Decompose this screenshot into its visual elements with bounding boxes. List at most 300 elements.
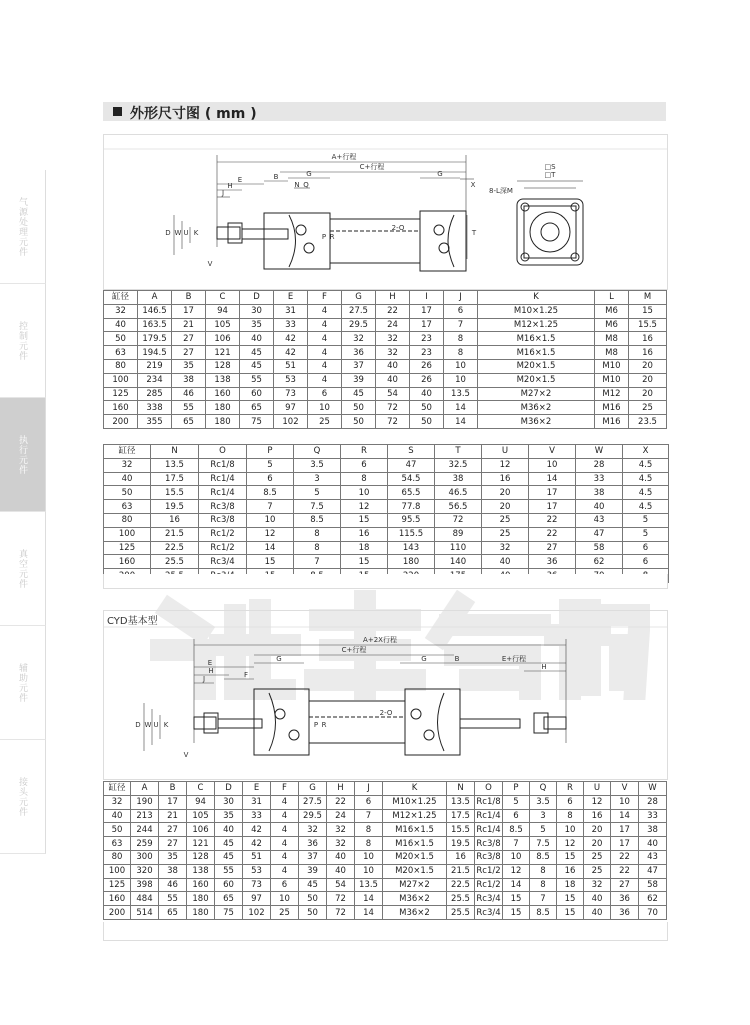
table-cell: 17 bbox=[410, 304, 444, 318]
table-cell: 4 bbox=[308, 373, 342, 387]
table-cell: 5 bbox=[623, 527, 669, 541]
cy-dim-g1: G bbox=[306, 170, 312, 178]
table-cell: 35 bbox=[172, 359, 206, 373]
table-cell: 15 bbox=[247, 555, 294, 569]
table-cell: 138 bbox=[206, 373, 240, 387]
table-cell: 8 bbox=[294, 527, 341, 541]
sidebar-item-air-treatment[interactable] bbox=[0, 170, 46, 284]
table-cell: 19.5 bbox=[151, 500, 199, 514]
table-cell: 17.5 bbox=[447, 809, 475, 823]
table-cell: 4 bbox=[308, 332, 342, 346]
table-cell: 219 bbox=[138, 359, 172, 373]
table-row bbox=[104, 415, 667, 429]
table-cell: M36×2 bbox=[478, 401, 595, 415]
cy-dimension-table-2 bbox=[103, 444, 669, 583]
table-row bbox=[104, 486, 669, 500]
table-cell: 17 bbox=[172, 304, 206, 318]
cy-dimension-drawing bbox=[104, 135, 667, 289]
column-header: G bbox=[342, 291, 376, 305]
table-cell: 10 bbox=[611, 795, 639, 809]
table-cell: 12 bbox=[482, 458, 529, 472]
column-header: O bbox=[475, 782, 503, 796]
sidebar-item-label: 辅助元件 bbox=[17, 662, 27, 703]
cyd-dim-v: V bbox=[183, 751, 189, 759]
table-cell: 160 bbox=[187, 878, 215, 892]
column-header: A bbox=[131, 782, 159, 796]
table-cell: 39 bbox=[299, 864, 327, 878]
table-cell: 72 bbox=[376, 401, 410, 415]
table-cell: 54 bbox=[327, 878, 355, 892]
table-row bbox=[104, 304, 667, 318]
table-row bbox=[104, 878, 667, 892]
table-cell: 285 bbox=[138, 387, 172, 401]
cyd-dim-e1: E bbox=[207, 659, 213, 667]
cy-dim-g2: G bbox=[437, 170, 443, 178]
table-header-row bbox=[104, 291, 667, 305]
column-header: W bbox=[639, 782, 667, 796]
table-cell: 38 bbox=[159, 864, 187, 878]
table-cell: 8 bbox=[355, 823, 383, 837]
table-cell: 180 bbox=[187, 892, 215, 906]
sidebar-item-vacuum[interactable] bbox=[0, 512, 46, 626]
table-cell: 75 bbox=[215, 906, 243, 920]
table-cell: 12 bbox=[557, 837, 584, 851]
table-cell: 42 bbox=[274, 346, 308, 360]
table-cell: 50 bbox=[104, 823, 131, 837]
table-cell: 14 bbox=[503, 878, 530, 892]
table-cell: 47 bbox=[576, 527, 623, 541]
table-cell: 58 bbox=[639, 878, 667, 892]
table-cell: 21 bbox=[172, 318, 206, 332]
table-cell: Rc1/2 bbox=[476, 866, 501, 877]
table-cell: 10 bbox=[529, 458, 576, 472]
table-row bbox=[104, 837, 667, 851]
table-cell: 8.5 bbox=[247, 486, 294, 500]
table-cell: 115.5 bbox=[388, 527, 435, 541]
table-cell: Rc1/8 bbox=[199, 458, 247, 472]
table-cell: 179.5 bbox=[138, 332, 172, 346]
cy-table-spacer bbox=[103, 574, 668, 589]
table-cell: 38 bbox=[172, 373, 206, 387]
table-cell: 33 bbox=[576, 472, 623, 486]
table-cell: 110 bbox=[435, 541, 482, 555]
table-cell: 24 bbox=[376, 318, 410, 332]
table-cell: 15 bbox=[629, 304, 667, 318]
table-cell: 10 bbox=[355, 864, 383, 878]
table-cell: 3.5 bbox=[294, 458, 341, 472]
table-cell: 14 bbox=[444, 401, 478, 415]
cyd-dim-f: F bbox=[243, 671, 249, 679]
table-cell: 338 bbox=[138, 401, 172, 415]
table-cell: 13.5 bbox=[151, 458, 199, 472]
table-cell: 244 bbox=[131, 823, 159, 837]
table-cell: 27 bbox=[611, 878, 639, 892]
table-cell: 17 bbox=[159, 795, 187, 809]
table-cell: 50 bbox=[299, 892, 327, 906]
table-cell: 22 bbox=[327, 795, 355, 809]
table-cell: 53 bbox=[243, 864, 271, 878]
table-cell: 17 bbox=[410, 318, 444, 332]
table-cell: 3 bbox=[294, 472, 341, 486]
table-cell: 160 bbox=[104, 892, 131, 906]
column-header: P bbox=[247, 445, 294, 459]
table-cell: Rc1/2 bbox=[476, 879, 501, 890]
table-cell: 73 bbox=[274, 387, 308, 401]
table-cell: 24 bbox=[327, 809, 355, 823]
table-cell: 106 bbox=[187, 823, 215, 837]
table-cell: 32 bbox=[482, 541, 529, 555]
table-cell: 15 bbox=[341, 513, 388, 527]
table-cell: 40 bbox=[104, 472, 151, 486]
cyd-dim-b: B bbox=[454, 655, 460, 663]
table-cell: 12 bbox=[247, 527, 294, 541]
table-cell: M16 bbox=[595, 401, 629, 415]
cy-dim-q: Q bbox=[303, 181, 309, 189]
sidebar-item-fittings[interactable] bbox=[0, 740, 46, 854]
table-cell: 4 bbox=[308, 318, 342, 332]
column-header: C bbox=[206, 291, 240, 305]
cy-dim-n: N bbox=[294, 181, 300, 189]
table-cell: 15.5 bbox=[447, 823, 475, 837]
table-cell: 14 bbox=[444, 415, 478, 429]
table-cell: 42 bbox=[243, 823, 271, 837]
table-cell: M20×1.5 bbox=[383, 850, 447, 864]
table-cell: 51 bbox=[274, 359, 308, 373]
table-cell: 62 bbox=[576, 555, 623, 569]
table-cell: 13.5 bbox=[444, 387, 478, 401]
table-cell: 4 bbox=[271, 823, 299, 837]
table-header-row bbox=[104, 782, 667, 796]
column-header: R bbox=[341, 445, 388, 459]
table-cell: 26 bbox=[410, 359, 444, 373]
table-row bbox=[104, 906, 667, 920]
table-cell: 10 bbox=[444, 373, 478, 387]
table-cell: 398 bbox=[131, 878, 159, 892]
table-cell: 14 bbox=[355, 892, 383, 906]
table-cell: 200 bbox=[104, 906, 131, 920]
cyd-dim-k: K bbox=[163, 721, 169, 729]
column-header: B bbox=[159, 782, 187, 796]
table-cell: 22 bbox=[611, 864, 639, 878]
table-cell: 30 bbox=[240, 304, 274, 318]
table-cell: 47 bbox=[639, 864, 667, 878]
table-cell: 8.5 bbox=[503, 823, 530, 837]
table-cell: 51 bbox=[243, 850, 271, 864]
table-cell: 20 bbox=[482, 500, 529, 514]
table-cell: 31 bbox=[243, 795, 271, 809]
column-header: H bbox=[327, 782, 355, 796]
table-cell: 5 bbox=[530, 823, 557, 837]
table-cell: 6 bbox=[623, 541, 669, 555]
table-cell: M8 bbox=[595, 332, 629, 346]
table-cell: 7 bbox=[444, 318, 478, 332]
table-cell: 47 bbox=[388, 458, 435, 472]
table-cell: 12 bbox=[503, 864, 530, 878]
column-header: R bbox=[557, 782, 584, 796]
table-cell: 72 bbox=[327, 892, 355, 906]
table-cell: 180 bbox=[206, 401, 240, 415]
table-cell: 21.5 bbox=[447, 864, 475, 878]
table-cell: 40 bbox=[327, 864, 355, 878]
table-cell: 22.5 bbox=[151, 541, 199, 555]
section-header bbox=[103, 102, 666, 121]
table-cell: 22 bbox=[529, 513, 576, 527]
table-cell: 22 bbox=[376, 304, 410, 318]
table-cell: 45 bbox=[215, 837, 243, 851]
table-cell: 27.5 bbox=[299, 795, 327, 809]
table-row bbox=[104, 346, 667, 360]
table-cell: 30 bbox=[215, 795, 243, 809]
table-cell: 32 bbox=[327, 837, 355, 851]
table-cell: 15 bbox=[557, 892, 584, 906]
table-cell: 40 bbox=[240, 332, 274, 346]
table-cell: 55 bbox=[215, 864, 243, 878]
table-cell: 50 bbox=[299, 906, 327, 920]
table-cell: 25 bbox=[308, 415, 342, 429]
column-header: B bbox=[172, 291, 206, 305]
table-cell: Rc1/4 bbox=[476, 810, 501, 821]
table-cell: 4 bbox=[271, 795, 299, 809]
table-cell: 190 bbox=[131, 795, 159, 809]
column-header: U bbox=[584, 782, 611, 796]
table-cell: 484 bbox=[131, 892, 159, 906]
table-cell: Rc1/2 bbox=[199, 541, 247, 555]
column-header: P bbox=[503, 782, 530, 796]
table-cell: 39 bbox=[342, 373, 376, 387]
table-cell: 50 bbox=[104, 332, 138, 346]
table-header-row bbox=[104, 445, 669, 459]
table-cell: M12×1.25 bbox=[478, 318, 595, 332]
table-cell: 10 bbox=[247, 513, 294, 527]
table-cell: 15 bbox=[503, 892, 530, 906]
column-header: K bbox=[383, 782, 447, 796]
cyd-table-spacer bbox=[103, 922, 668, 941]
cy-dim-u: U bbox=[183, 229, 189, 237]
table-cell: 4.5 bbox=[623, 458, 669, 472]
table-cell: 10 bbox=[271, 892, 299, 906]
table-cell: 80 bbox=[104, 359, 138, 373]
table-cell: 8 bbox=[444, 346, 478, 360]
table-cell: 25.5 bbox=[447, 906, 475, 920]
cyd-drawing-panel bbox=[103, 610, 668, 780]
table-cell: 95.5 bbox=[388, 513, 435, 527]
table-cell: 72 bbox=[376, 415, 410, 429]
table-cell: 23 bbox=[410, 346, 444, 360]
table-cell: M20×1.5 bbox=[478, 373, 595, 387]
cyd-dim-e2: E+行程 bbox=[501, 655, 527, 663]
column-header: U bbox=[482, 445, 529, 459]
table-cell: 8.5 bbox=[530, 906, 557, 920]
table-cell: 40 bbox=[482, 555, 529, 569]
table-cell: 40 bbox=[376, 373, 410, 387]
table-cell: 5 bbox=[294, 486, 341, 500]
table-cell: 80 bbox=[104, 850, 131, 864]
column-header: D bbox=[240, 291, 274, 305]
table-cell: 13.5 bbox=[447, 795, 475, 809]
table-cell: 8 bbox=[294, 541, 341, 555]
table-cell: 16 bbox=[629, 346, 667, 360]
table-cell: 40 bbox=[104, 809, 131, 823]
table-cell: Rc1/4 bbox=[199, 472, 247, 486]
cyd-dimension-table bbox=[103, 781, 667, 920]
table-cell: M36×2 bbox=[383, 906, 447, 920]
table-cell: 125 bbox=[104, 541, 151, 555]
table-cell: 7 bbox=[530, 892, 557, 906]
table-cell: 180 bbox=[187, 906, 215, 920]
table-cell: 6 bbox=[503, 809, 530, 823]
table-cell: 100 bbox=[104, 373, 138, 387]
table-cell: 128 bbox=[206, 359, 240, 373]
cy-dim-v: V bbox=[207, 260, 213, 268]
table-cell: 50 bbox=[104, 486, 151, 500]
table-cell: 160 bbox=[104, 401, 138, 415]
table-cell: 8 bbox=[530, 864, 557, 878]
table-cell: 38 bbox=[435, 472, 482, 486]
column-header: I bbox=[410, 291, 444, 305]
column-header: H bbox=[376, 291, 410, 305]
table-cell: 15 bbox=[557, 850, 584, 864]
table-cell: 33 bbox=[274, 318, 308, 332]
table-cell: 46.5 bbox=[435, 486, 482, 500]
table-cell: 213 bbox=[131, 809, 159, 823]
table-cell: 32 bbox=[104, 458, 151, 472]
table-cell: 27 bbox=[172, 346, 206, 360]
table-cell: 33 bbox=[243, 809, 271, 823]
table-cell: 22 bbox=[611, 850, 639, 864]
table-cell: 4 bbox=[271, 864, 299, 878]
table-cell: 37 bbox=[342, 359, 376, 373]
column-header: 缸径 bbox=[104, 291, 138, 305]
table-cell: 28 bbox=[576, 458, 623, 472]
table-cell: 25 bbox=[584, 850, 611, 864]
table-cell: 17 bbox=[611, 837, 639, 851]
table-cell: 10 bbox=[308, 401, 342, 415]
table-cell: 40 bbox=[327, 850, 355, 864]
table-cell: Rc1/8 bbox=[476, 797, 501, 808]
table-cell: 70 bbox=[639, 906, 667, 920]
table-cell: M16×1.5 bbox=[478, 346, 595, 360]
column-header: C bbox=[187, 782, 215, 796]
table-cell: 160 bbox=[206, 387, 240, 401]
table-cell: 22 bbox=[529, 527, 576, 541]
table-cell: 94 bbox=[187, 795, 215, 809]
table-cell: 17 bbox=[611, 823, 639, 837]
cy-dim-a: A+行程 bbox=[331, 153, 357, 161]
table-cell: 65 bbox=[215, 892, 243, 906]
table-cell: 27 bbox=[529, 541, 576, 555]
table-row bbox=[104, 500, 669, 514]
sidebar-item-control[interactable] bbox=[0, 284, 46, 398]
table-cell: 32 bbox=[327, 823, 355, 837]
cyd-port-label: 2-O bbox=[379, 709, 393, 717]
table-cell: 4 bbox=[271, 850, 299, 864]
column-header: N bbox=[447, 782, 475, 796]
table-cell: 6 bbox=[355, 795, 383, 809]
column-header: A bbox=[138, 291, 172, 305]
table-cell: 7 bbox=[294, 555, 341, 569]
table-cell: 3.5 bbox=[530, 795, 557, 809]
cyd-dim-j: J bbox=[202, 675, 206, 683]
table-cell: 16 bbox=[151, 513, 199, 527]
table-cell: 40 bbox=[104, 318, 138, 332]
table-cell: 46 bbox=[159, 878, 187, 892]
table-cell: 105 bbox=[187, 809, 215, 823]
table-cell: 25 bbox=[482, 513, 529, 527]
table-cell: 5 bbox=[503, 795, 530, 809]
table-cell: M16×1.5 bbox=[383, 837, 447, 851]
cy-dim-x: X bbox=[470, 181, 476, 189]
table-cell: 6 bbox=[444, 304, 478, 318]
table-cell: 40 bbox=[376, 359, 410, 373]
table-cell: 20 bbox=[629, 373, 667, 387]
table-row bbox=[104, 864, 667, 878]
table-cell: 5 bbox=[247, 458, 294, 472]
table-row bbox=[104, 795, 667, 809]
cyd-dim-h2: H bbox=[541, 663, 547, 671]
table-cell: 25 bbox=[482, 527, 529, 541]
table-cell: 16 bbox=[447, 850, 475, 864]
table-cell: 43 bbox=[576, 513, 623, 527]
table-cell: 8 bbox=[341, 472, 388, 486]
table-cell: 19.5 bbox=[447, 837, 475, 851]
column-header: O bbox=[199, 445, 247, 459]
table-cell: M27×2 bbox=[478, 387, 595, 401]
table-cell: 15 bbox=[557, 906, 584, 920]
table-cell: 22.5 bbox=[447, 878, 475, 892]
table-cell: 7 bbox=[503, 837, 530, 851]
table-cell: 234 bbox=[138, 373, 172, 387]
table-cell: 15.5 bbox=[151, 486, 199, 500]
table-cell: 14 bbox=[247, 541, 294, 555]
table-cell: Rc1/4 bbox=[476, 824, 501, 835]
table-cell: 4 bbox=[308, 346, 342, 360]
table-cell: 94 bbox=[206, 304, 240, 318]
sidebar-item-label: 真空元件 bbox=[17, 548, 27, 589]
sidebar-item-actuator[interactable] bbox=[0, 398, 46, 512]
table-cell: 27 bbox=[159, 823, 187, 837]
table-cell: 100 bbox=[104, 527, 151, 541]
table-cell: 8 bbox=[355, 837, 383, 851]
table-cell: 32 bbox=[584, 878, 611, 892]
column-header: E bbox=[274, 291, 308, 305]
table-cell: 54 bbox=[376, 387, 410, 401]
table-cell: 7.5 bbox=[530, 837, 557, 851]
table-cell: 16 bbox=[482, 472, 529, 486]
sidebar-item-auxiliary[interactable] bbox=[0, 626, 46, 740]
table-cell: 6 bbox=[271, 878, 299, 892]
table-cell: 10 bbox=[341, 486, 388, 500]
table-row bbox=[104, 373, 667, 387]
column-header: F bbox=[271, 782, 299, 796]
table-cell: 7.5 bbox=[294, 500, 341, 514]
table-cell: 40 bbox=[639, 837, 667, 851]
cyd-dim-h1: H bbox=[208, 667, 214, 675]
table-cell: 20 bbox=[629, 359, 667, 373]
table-cell: M20×1.5 bbox=[478, 359, 595, 373]
table-cell: 42 bbox=[243, 837, 271, 851]
table-cell: M36×2 bbox=[478, 415, 595, 429]
table-row bbox=[104, 359, 667, 373]
table-cell: 143 bbox=[388, 541, 435, 555]
table-cell: 20 bbox=[584, 837, 611, 851]
table-cell: 65 bbox=[240, 401, 274, 415]
table-cell: 4.5 bbox=[623, 486, 669, 500]
table-cell: 29.5 bbox=[342, 318, 376, 332]
table-cell: 20 bbox=[629, 387, 667, 401]
table-cell: 45 bbox=[240, 359, 274, 373]
column-header: 缸径 bbox=[104, 445, 151, 459]
table-row bbox=[104, 892, 667, 906]
